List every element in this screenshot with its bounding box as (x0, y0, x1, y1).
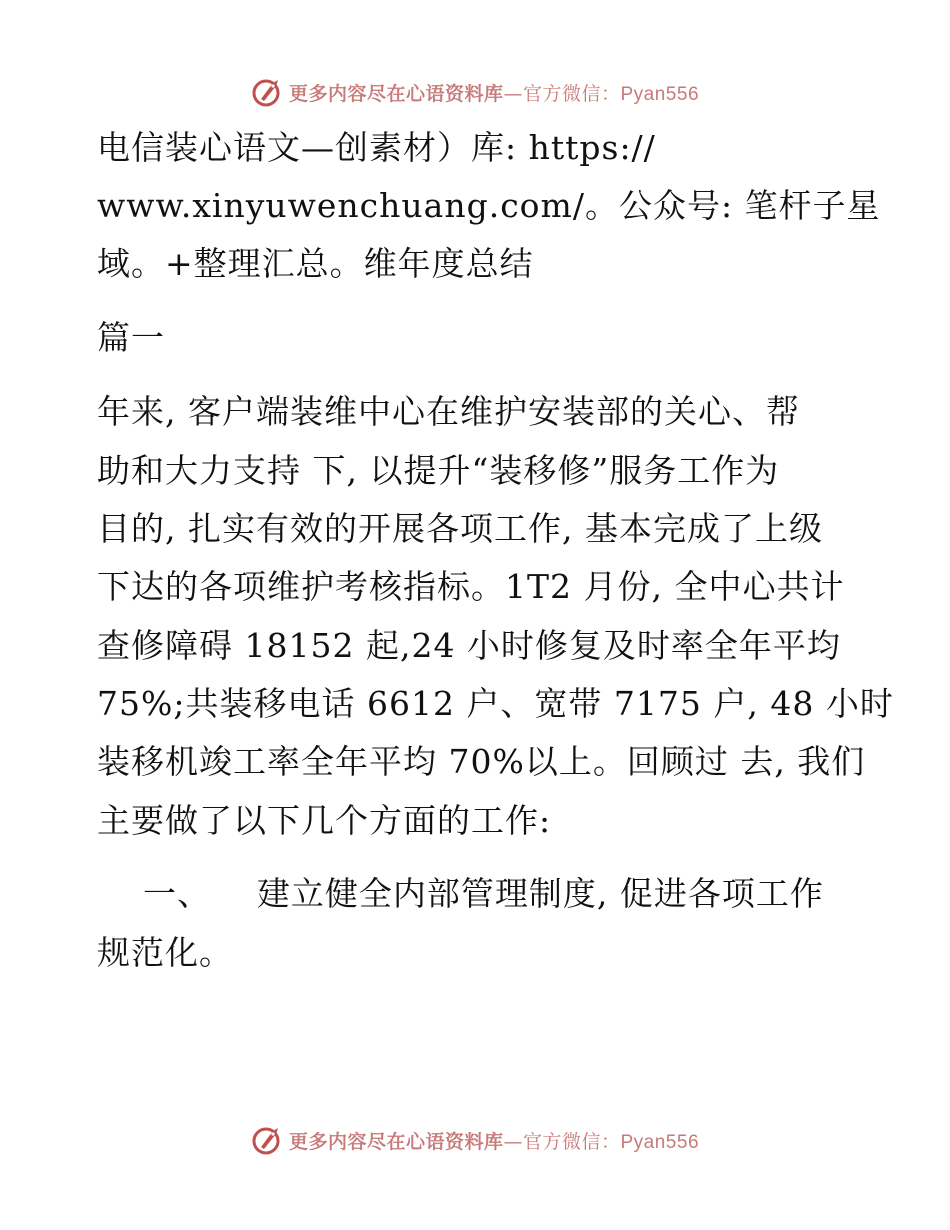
header-banner (0, 72, 950, 112)
list-heading: 一、 建立健全内部管理制度, 促进各项工作 (97, 874, 824, 913)
banner-main: 更多内容尽在心语资料库 (288, 1130, 504, 1153)
text-line: 规范化。 (97, 933, 233, 972)
text-line: 电信装心语文—创素材）库: https:// (97, 128, 656, 167)
text-line: 下达的各项维护考核指标。1T2 月份, 全中心共计 (97, 567, 845, 606)
text-line: 域。+整理汇总。维年度总结 (97, 244, 534, 283)
banner-wechat-id: Pyan556 (620, 1131, 700, 1153)
text-line: 主要做了以下几个方面的工作: (97, 801, 552, 840)
text-line: 查修障碍 18152 起,24 小时修复及时率全年平均 (97, 626, 841, 665)
text-line: 目的, 扎实有效的开展各项工作, 基本完成了上级 (97, 509, 823, 548)
text-line: 75%;共装移电话 6612 户、宽带 7175 户, 48 小时 (97, 684, 894, 723)
banner-label: 官方微信： (522, 82, 621, 105)
banner-wechat-id: Pyan556 (620, 83, 700, 105)
section-heading: 篇一 (97, 318, 165, 357)
pen-nib-logo-icon (251, 1123, 285, 1157)
text-line: 装移机竣工率全年平均 70%以上。回顾过 去, 我们 (97, 742, 866, 781)
pen-nib-logo-icon (251, 75, 285, 109)
text-line: 年来, 客户端装维中心在维护安装部的关心、帮 (97, 392, 800, 431)
banner-dash: — (503, 82, 523, 105)
text-line: www.xinyuwenchuang.com/。公众号: 笔杆子星 (97, 186, 881, 225)
banner-text (289, 79, 699, 106)
footer-banner (0, 1120, 950, 1160)
banner-main: 更多内容尽在心语资料库 (288, 82, 504, 105)
text-line: 助和大力支持 下, 以提升“装移修”服务工作为 (97, 451, 780, 490)
banner-label: 官方微信： (522, 1130, 621, 1153)
banner-dash: — (503, 1130, 523, 1153)
banner-text (289, 1127, 699, 1154)
